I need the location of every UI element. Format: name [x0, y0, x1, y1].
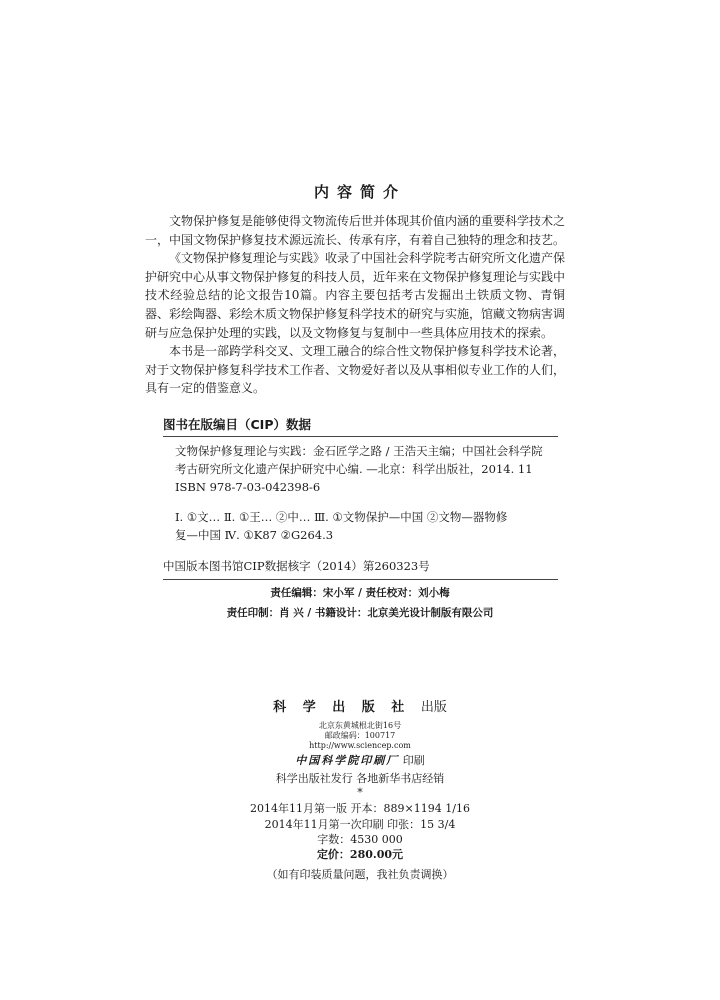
- publisher-url: http://www.sciencep.com: [309, 741, 411, 750]
- distribution-line: 科学出版社发行 各地新华书店经销: [275, 772, 445, 785]
- price: 定价：280.00元: [316, 848, 404, 861]
- cip-record: [175, 442, 550, 496]
- cip-record-line: 考古研究所文化遗产保护研究中心编. —北京：科学出版社，2014. 11: [175, 462, 533, 476]
- cip-record-line: 文物保护修复理论与实践：金石匠学之路 / 王浩天主编；中国社会科学院: [175, 444, 543, 458]
- cip-classification: [175, 508, 550, 544]
- summary-paragraph: 本书是一部跨学科交叉、文理工融合的综合性文物保护修复科学技术论著，对于文物保护修复科学技术工作者、文物爱好者以及从事相似专业工作的人们，具有一定的借鉴意义。: [145, 344, 566, 396]
- summary-paragraph: 文物保护修复是能够使得文物流传后世并体现其价值内涵的重要科学技术之一，中国文物保护修复技术源远流长、传承有序，有着自己独特的理念和技艺。: [145, 214, 566, 247]
- cip-core-number: 中国版本图书馆CIP数据核字（2014）第260323号: [163, 559, 430, 573]
- cip-class-line: 复—中国 Ⅳ. ①K87 ②G264.3: [175, 528, 334, 542]
- printer-line: [0, 752, 720, 768]
- printing-line: 2014年11月第一次印刷 印张：15 3/4: [264, 818, 456, 831]
- cip-class-line: Ⅰ. ①文… Ⅱ. ①王… ②中… Ⅲ. ①文物保护—中国 ②文物—器物修: [175, 510, 508, 524]
- edition-line: 2014年11月第一版 开本：889×1194 1/16: [250, 802, 470, 815]
- summary-paragraph: 《文物保护修复理论与实践》收录了中国社会科学院考古研究所文化遗产保护研究中心从事文物保护修复的科技人员，近年来在文物保护修复理论与实践中技术经验总结的论文报告10篇。内容主要包括考古发掘出土铁质文物、青铜器、彩绘陶器、彩绘木质文物保护修复科学技术的研究与实施，馆藏文物病害调研与应急保护处理的实践，以及文物修复与复制中一些具体应用技术的探索。: [145, 251, 566, 340]
- publisher-address: 北京东黄城根北街16号: [318, 721, 402, 730]
- publisher-name: [0, 696, 720, 715]
- publisher-postcode: 邮政编码：100717: [324, 731, 396, 740]
- publisher-suffix: 出版: [420, 700, 447, 715]
- editor-credits: 责任编辑：宋小军 / 责任校对：刘小梅: [270, 587, 450, 599]
- page-heading: 内容简介: [313, 183, 406, 201]
- production-credits: 责任印制：肖 兴 / 书籍设计：北京美光设计制版有限公司: [226, 607, 494, 619]
- cip-bottom-rule: [163, 579, 558, 580]
- printer-suffix: 印刷: [402, 754, 425, 767]
- cip-top-rule: [163, 436, 558, 437]
- word-count: 字数：4530 000: [317, 833, 403, 846]
- cip-isbn: ISBN 978-7-03-042398-6: [175, 480, 321, 494]
- publisher-name-text: 科 学 出 版 社: [273, 700, 411, 715]
- separator-star: *: [357, 786, 363, 799]
- printer-name: 中国科学院印刷厂: [295, 754, 400, 767]
- quality-notice: （如有印装质量问题，我社负责调换）: [266, 868, 454, 881]
- cip-title: 图书在版编目（CIP）数据: [163, 417, 311, 432]
- content-summary: [145, 212, 565, 398]
